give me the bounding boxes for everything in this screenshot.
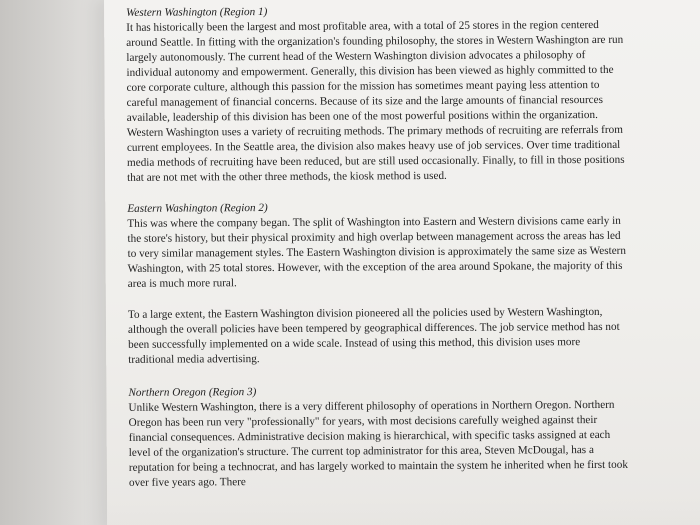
region-section-eastern-washington (127, 199, 628, 292)
section-title: Northern Oregon (Region 3) (128, 386, 257, 399)
document-text (126, 3, 629, 491)
paragraph: Unlike Western Washington, there is a very different philosophy of operations in Northern Oregon. Northern Oregon has been run very "professionally" for years, with most decisions carefully weighed against their financial consequences. Administrative decision making is hierarchical, with specific tasks assigned at each level of the organization's structure. The current top administrator for this area, Steven McDougal, has a reputation for being a technocrat, and has largely worked to maintain the system he inherited when he first took over five years ago. There (128, 398, 628, 489)
paragraph: Western Washington uses a variety of recruiting methods. The primary methods of recruiting are referrals from current employees. In the Seattle area, the division also makes heavy use of job services. Over time traditional media methods of recruiting have been reduced, but are still used occasionally. Finally, to fill in those positions that are not met with the other three methods, the kiosk method is used. (126, 123, 625, 184)
left-shadow (0, 0, 115, 525)
bottom-fade (107, 494, 700, 525)
section-title: Eastern Washington (Region 2) (127, 202, 268, 215)
section-title: Western Washington (Region 1) (126, 6, 268, 19)
paper-page (104, 0, 700, 525)
region-section-northern-oregon (128, 383, 629, 491)
paragraph: It has historically been the largest and most profitable area, with a total of 25 stores in the region centered around Seattle. In fitting with the organization's founding philosophy, the stores in Western Washington are run largely autonomously. The current head of the Western Washington division advocates a philosophy of individual autonomy and empowerment. Generally, this division has been viewed as highly committed to the core corporate culture, although this passion for the mission has sometimes meant paying less attention to careful management of financial concerns. Because of its size and the large amounts of financial resources available, leadership of this division has been one of the most powerful positions within the organization. (126, 18, 624, 124)
region-section-western-washington (126, 3, 627, 186)
paragraph: To a large extent, the Eastern Washington division pioneered all the policies used by Western Washington, although the overall policies have been tempered by geographical differences. The job service method has not been successfully implemented on a wide scale. Instead of using this method, this division uses more traditional media advertising. (127, 305, 620, 366)
region-section-eastern-washington-continued (128, 305, 628, 368)
paragraph: This was where the company began. The split of Washington into Eastern and Western divisions came early in the store's history, but their physical proximity and high overlap between management across the areas has led to very similar management styles. The Eastern Washington division is approximately the same size as Western Washington, with 25 total stores. However, with the exception of the area around Spokane, the majority of this area is much more rural. (127, 214, 627, 290)
